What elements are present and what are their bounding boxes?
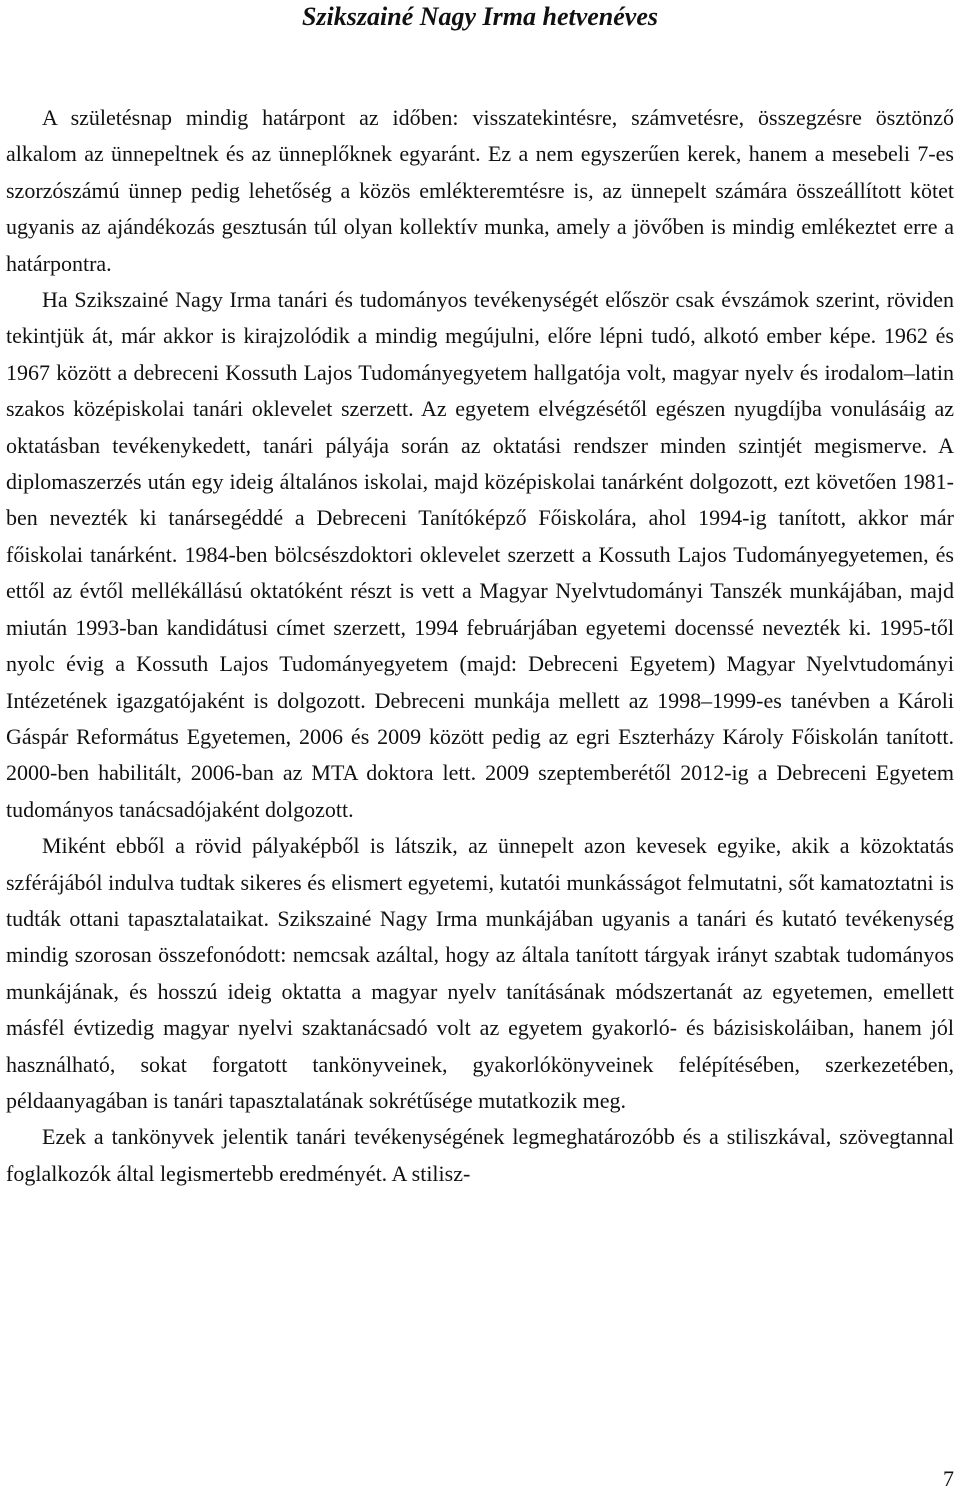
paragraph-teaching-research: Miként ebből a rövid pályaképből is látszik, az ünnepelt azon kevesek egyike, akik a közoktatás szférájából indulva tudtak sikeres és elismert egyetemi, kutatói munkásságot felmutatni, sőt kamatoztatni is tudták ottani tapasztalataikat. Szikszainé Nagy Irma munkájában ugyanis a tanári és kutató tevékenység mindig szorosan összefonódott: nemcsak azáltal, hogy az általa tanított tárgyak irányt szabtak tudományos munkájának, és hosszú ideig oktatta a magyar nyelv tanításának módszertanát az egyetemen, emellett másfél évtizedig magyar nyelvi szaktanácsadó volt az egyetem gyakorló- és bázisiskoláiban, hanem jól használható, sokat forgatott tankönyveinek, gyakorlókönyveinek felépítésében, szerkezetében, példaanyagában is tanári tapasztalatának sokrétűsége mutatkozik meg. xyxy=(6,833,954,1113)
document-body xyxy=(6,100,954,1192)
paragraph-career: Ha Szikszainé Nagy Irma tanári és tudományos tevékenységét először csak évszámok szerint, röviden tekintjük át, már akkor is kirajzolódik a mindig megújulni, előre lépni tudó, alkotó ember képe. 1962 és 1967 között a debreceni Kossuth Lajos Tudományegyetem hallgatója volt, magyar nyelv és irodalom–latin szakos középiskolai tanári oklevelet szerzett. Az egyetem elvégzésétől egészen nyugdíjba vonulásáig az oktatásban tevékenykedett, tanári pályája során az oktatási rendszer minden szintjét megismerve. A diplomaszerzés után egy ideig általános iskolai, majd középiskolai tanárként dolgozott, ezt követően 1981-ben nevezték ki tanársegéddé a Debreceni Tanítóképző Főiskolára, ahol 1994-ig tanított, akkor már főiskolai tanárként. 1984-ben bölcsészdoktori oklevelet szerzett a Kossuth Lajos Tudományegyetemen, és ettől az évtől mellékállású oktatóként részt is vett a Magyar Nyelvtudományi Tanszék munkájában, majd miután 1993-ban kandidátusi címet szerzett, 1994 februárjában egyetemi docenssé nevezték ki. 1995-től nyolc évig a Kossuth Lajos Tudományegyetem (majd: Debreceni Egyetem) Magyar Nyelvtudományi Intézetének igazgatójaként is dolgozott. Debreceni munkája mellett az 1998–1999-es tanévben a Károli Gáspár Református Egyetemen, 2006 és 2009 között pedig az egri Eszterházy Károly Főiskolán tanított. 2000-ben habilitált, 2006-ban az MTA doktora lett. 2009 szeptemberétől 2012-ig a Debreceni Egyetem tudományos tanácsadójaként dolgozott. xyxy=(6,287,954,822)
paragraph-intro: A születésnap mindig határpont az időben: visszatekintésre, számvetésre, összegzésre ösztönző alkalom az ünnepeltnek és az ünneplőknek egyaránt. Ez a nem egyszerűen kerek, hanem a mesebeli 7-es szorzószámú ünnep pedig lehetőség a közös emlékteremtésre is, az ünnepelt számára összeállított kötet ugyanis az ajándékozás gesztusán túl olyan kollektív munka, amely a jövőben is mindig emlékeztet erre a határpontra. xyxy=(6,105,954,276)
paragraph-textbooks: Ezek a tankönyvek jelentik tanári tevékenységének legmeghatározóbb és a stiliszkával, szövegtannal foglalkozók által legismertebb eredményét. A stilisz- xyxy=(6,1124,954,1186)
document-title: Szikszainé Nagy Irma hetvenéves xyxy=(301,2,659,31)
document-page xyxy=(6,0,954,1192)
page-number: 7 xyxy=(943,1466,954,1491)
